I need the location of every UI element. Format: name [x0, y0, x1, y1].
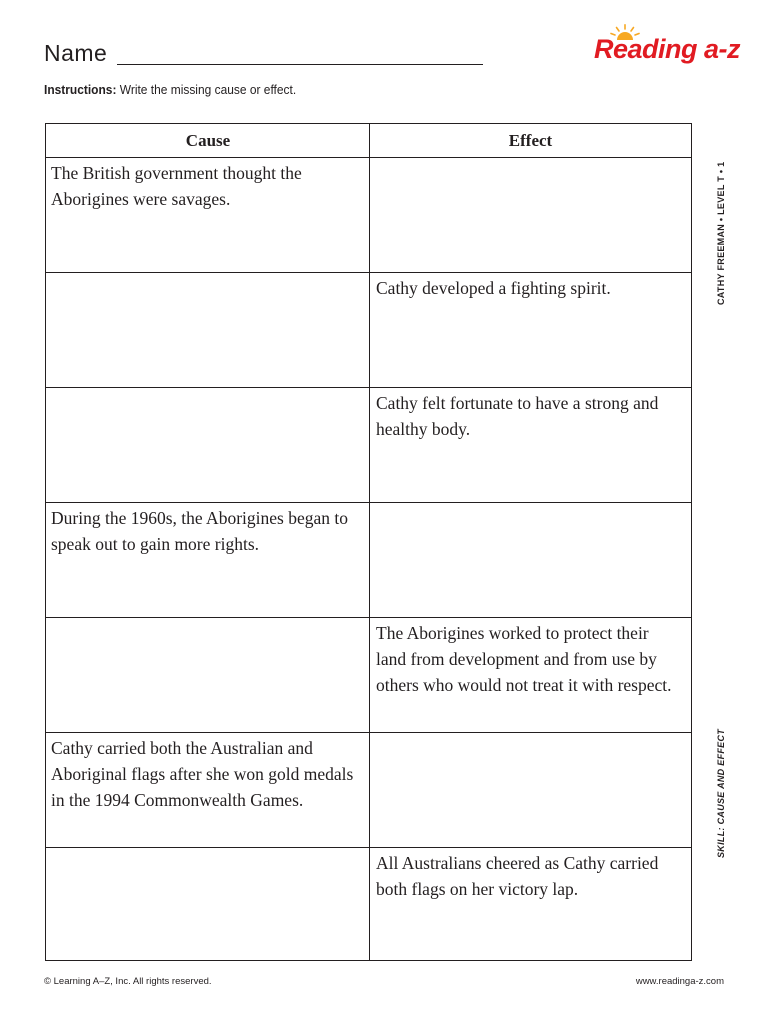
cause-cell-3[interactable]: [46, 388, 369, 502]
cause-effect-table: [45, 123, 692, 961]
effect-cell-7[interactable]: All Australians cheered as Cathy carried both flags on her victory lap.: [376, 853, 659, 899]
column-header-cause: Cause: [185, 131, 231, 150]
effect-cell-5[interactable]: The Aborigines worked to protect their land from development and from use by others who would not treat it with respect.: [376, 623, 672, 695]
website-url: www.readinga-z.com: [635, 976, 724, 987]
column-divider: [369, 124, 370, 960]
effect-cell-1[interactable]: [371, 158, 691, 272]
effect-cell-6[interactable]: [371, 733, 691, 847]
reading-az-logo: [594, 28, 741, 68]
instructions-label: Instructions:: [44, 82, 117, 97]
effect-cell-4[interactable]: [371, 503, 691, 617]
name-line[interactable]: [117, 64, 483, 65]
cause-cell-7[interactable]: [46, 848, 369, 960]
effect-cell-3[interactable]: Cathy felt fortunate to have a strong and healthy body.: [376, 393, 659, 439]
instructions-text: Write the missing cause or effect.: [119, 82, 297, 97]
cause-cell-2[interactable]: [46, 273, 369, 387]
instructions: [44, 82, 296, 97]
copyright-notice: © Learning A–Z, Inc. All rights reserved.: [44, 976, 212, 987]
cause-cell-6[interactable]: Cathy carried both the Australian and Aboriginal flags after she won gold medals in the 1994 Commonwealth Games.: [51, 738, 354, 810]
skill-label: SKILL: CAUSE AND EFFECT: [716, 728, 726, 858]
cause-cell-1[interactable]: The British government thought the Aborigines were savages.: [51, 163, 302, 209]
column-header-effect: Effect: [508, 131, 553, 150]
effect-cell-2[interactable]: Cathy developed a fighting spirit.: [376, 278, 611, 298]
name-label: Name: [44, 40, 108, 66]
cause-cell-4[interactable]: During the 1960s, the Aborigines began to speak out to gain more rights.: [51, 508, 348, 554]
logo-text: Reading a-z: [594, 34, 741, 64]
cause-cell-5[interactable]: [46, 618, 369, 732]
book-level-label: CATHY FREEMAN • LEVEL T • 1: [716, 161, 726, 305]
